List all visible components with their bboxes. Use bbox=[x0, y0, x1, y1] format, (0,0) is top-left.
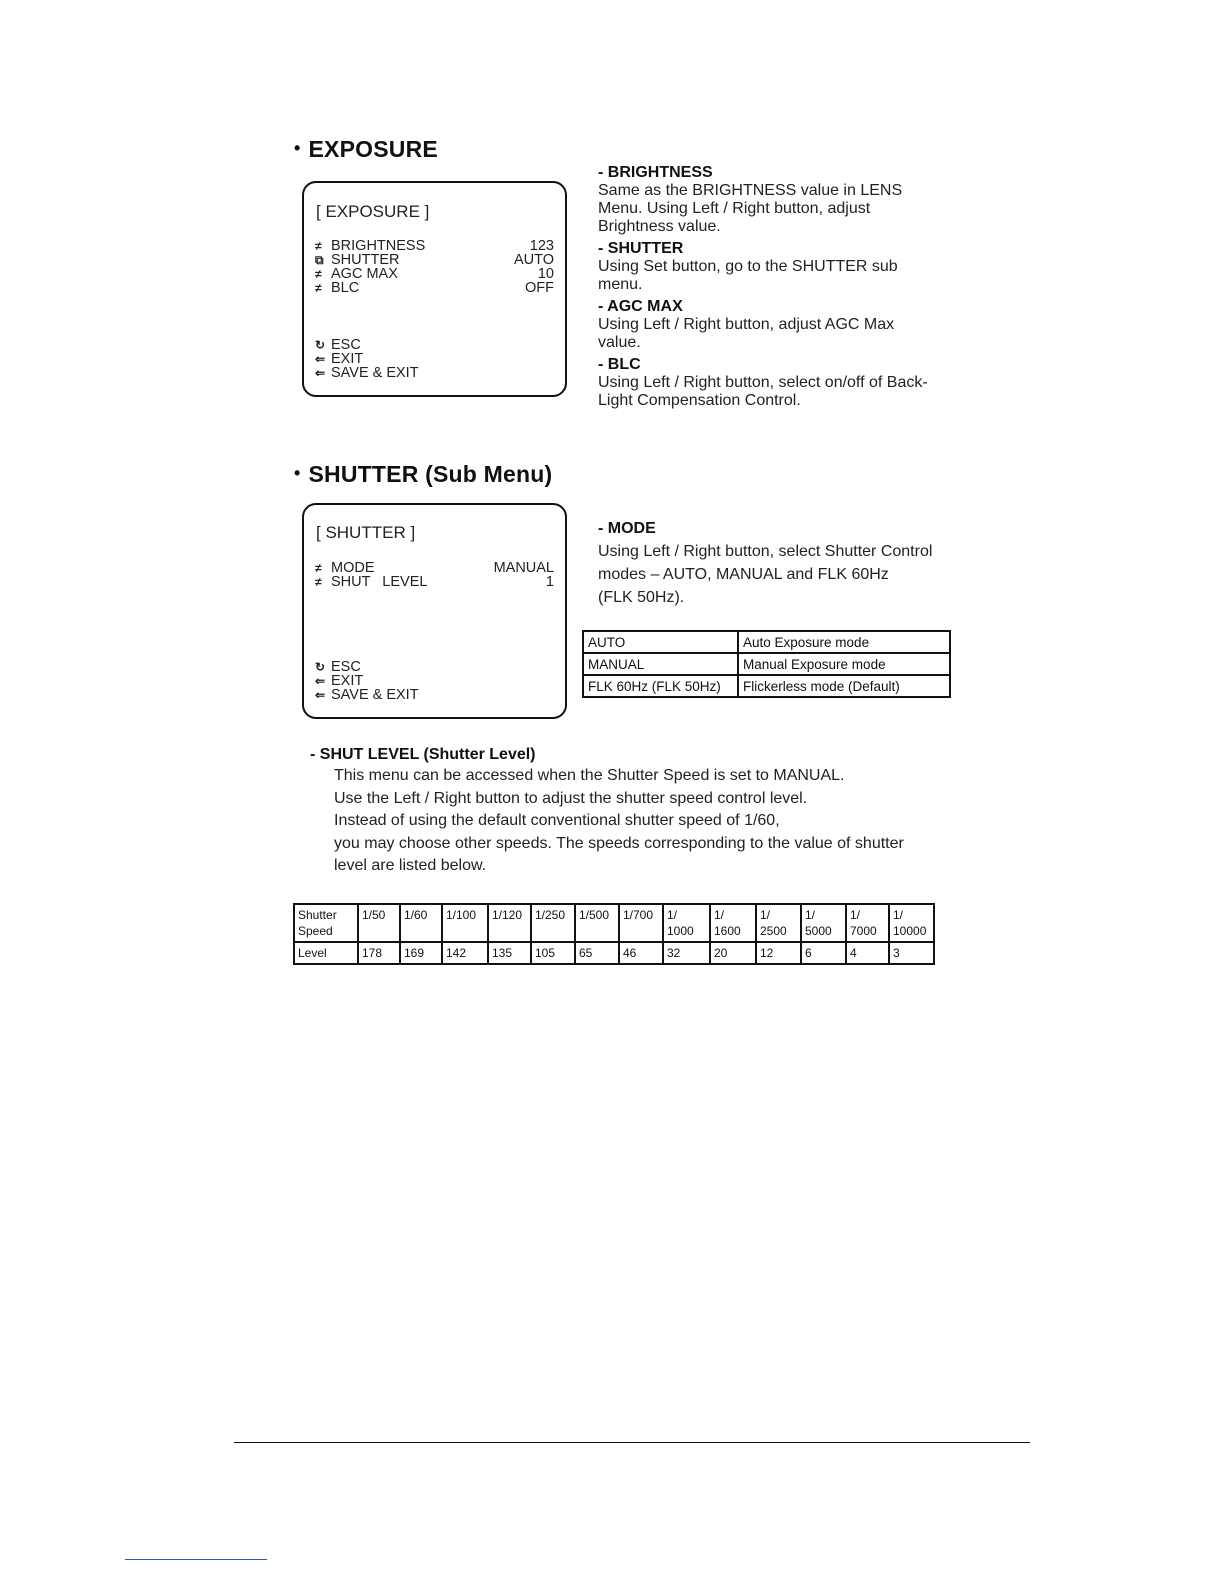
shut-level-section bbox=[310, 745, 1010, 878]
osd-item-value: OFF bbox=[525, 280, 554, 296]
save-exit-icon: ⇐ bbox=[315, 688, 326, 702]
speed-header-cell: Shutter Speed bbox=[294, 904, 358, 942]
desc-line: Using Left / Right button, select Shutter Control bbox=[598, 543, 933, 560]
table-row bbox=[294, 904, 934, 942]
paragraph-line: This menu can be accessed when the Shutter Speed is set to MANUAL. bbox=[334, 767, 845, 784]
shutter-heading: • SHUTTER (Sub Menu) bbox=[294, 461, 553, 487]
level-cell: 20 bbox=[710, 942, 756, 964]
speed-cell: 1/120 bbox=[488, 904, 531, 942]
desc-line: Same as the BRIGHTNESS value in LENS bbox=[598, 182, 903, 199]
osd-save-exit: ⇐ SAVE & EXIT bbox=[315, 687, 419, 703]
level-header-cell: Level bbox=[294, 942, 358, 964]
mode-description bbox=[598, 517, 978, 609]
paragraph-line: Instead of using the default conventional shutter speed of 1/60, bbox=[334, 812, 780, 830]
table-row bbox=[583, 653, 950, 675]
speed-cell: 1/50 bbox=[358, 904, 400, 942]
osd-item-value: MANUAL bbox=[493, 560, 554, 576]
submenu-icon: ⧉ bbox=[315, 253, 324, 267]
shutter-osd-menu bbox=[302, 503, 567, 719]
table-cell: AUTO bbox=[583, 631, 738, 653]
brightness-desc-heading: - BRIGHTNESS bbox=[598, 164, 713, 181]
desc-line: Using Left / Right button, adjust AGC Max bbox=[598, 316, 895, 333]
desc-line: modes – AUTO, MANUAL and FLK 60Hz bbox=[598, 566, 889, 583]
osd-title: [ EXPOSURE ] bbox=[316, 202, 430, 221]
table-row bbox=[294, 942, 934, 964]
agc-max-desc-heading: - AGC MAX bbox=[598, 298, 683, 315]
exit-icon: ⇐ bbox=[315, 352, 326, 366]
speed-cell: 1/60 bbox=[400, 904, 442, 942]
speed-cell: 1/ 10000 bbox=[889, 904, 934, 942]
shutter-speed-table bbox=[293, 903, 935, 965]
exit-icon: ⇐ bbox=[315, 674, 326, 688]
osd-item-value: 1 bbox=[545, 574, 554, 590]
osd-exit: ⇐ EXIT bbox=[315, 673, 364, 689]
level-cell: 3 bbox=[889, 942, 934, 964]
footer-rule bbox=[234, 1442, 1030, 1443]
level-cell: 32 bbox=[663, 942, 710, 964]
paragraph-line: level are listed below. bbox=[334, 857, 487, 875]
save-exit-icon: ⇐ bbox=[315, 366, 326, 380]
shutter-mode-table bbox=[582, 630, 951, 698]
speed-cell: 1/100 bbox=[442, 904, 488, 942]
desc-line: menu. bbox=[598, 276, 643, 293]
level-cell: 142 bbox=[442, 942, 488, 964]
mode-desc-heading: - MODE bbox=[598, 520, 656, 537]
table-cell: Auto Exposure mode bbox=[738, 631, 950, 653]
return-icon: ↻ bbox=[315, 660, 326, 674]
table-cell: Flickerless mode (Default) bbox=[738, 675, 950, 697]
desc-line: Light Compensation Control. bbox=[598, 392, 801, 409]
desc-line: Using Set button, go to the SHUTTER sub bbox=[598, 258, 898, 275]
speed-cell: 1/700 bbox=[619, 904, 663, 942]
speed-cell: 1/ 7000 bbox=[846, 904, 889, 942]
osd-item-value: AUTO bbox=[513, 252, 554, 268]
osd-item-shut-level: ≠ SHUT LEVEL 1 bbox=[315, 574, 554, 590]
level-cell: 12 bbox=[756, 942, 801, 964]
speed-cell: 1/500 bbox=[575, 904, 619, 942]
return-icon: ↻ bbox=[315, 338, 326, 352]
exposure-heading: • EXPOSURE bbox=[294, 136, 438, 162]
osd-item-mode: ≠ MODE MANUAL bbox=[315, 560, 554, 576]
speed-cell: 1/ 1600 bbox=[710, 904, 756, 942]
desc-line: (FLK 50Hz). bbox=[598, 589, 685, 606]
paragraph-line: you may choose other speeds. The speeds corresponding to the value of shutter bbox=[334, 834, 904, 852]
osd-save-exit: ⇐ SAVE & EXIT bbox=[315, 365, 419, 381]
blc-desc-heading: - BLC bbox=[598, 356, 641, 373]
table-cell: FLK 60Hz (FLK 50Hz) bbox=[583, 675, 738, 697]
shut-level-heading: - SHUT LEVEL (Shutter Level) bbox=[310, 746, 536, 763]
desc-line: Menu. Using Left / Right button, adjust bbox=[598, 200, 871, 217]
level-cell: 105 bbox=[531, 942, 575, 964]
desc-line: value. bbox=[598, 334, 641, 351]
osd-exit: ⇐ EXIT bbox=[315, 351, 364, 367]
osd-item-shutter: ⧉ SHUTTER AUTO bbox=[315, 252, 554, 268]
osd-esc: ↻ ESC bbox=[315, 337, 361, 353]
osd-item-blc: ≠ BLC OFF bbox=[315, 280, 554, 296]
level-cell: 6 bbox=[801, 942, 846, 964]
speed-cell: 1/ 5000 bbox=[801, 904, 846, 942]
adjust-icon: ≠ bbox=[315, 561, 322, 575]
osd-item-brightness: ≠ BRIGHTNESS 123 bbox=[315, 238, 554, 254]
paragraph-line: Use the Left / Right button to adjust the shutter speed control level. bbox=[334, 789, 808, 807]
table-cell: Manual Exposure mode bbox=[738, 653, 950, 675]
exposure-descriptions bbox=[598, 164, 978, 410]
level-cell: 178 bbox=[358, 942, 400, 964]
level-cell: 169 bbox=[400, 942, 442, 964]
desc-line: Brightness value. bbox=[598, 218, 721, 235]
table-row bbox=[583, 675, 950, 697]
adjust-icon: ≠ bbox=[315, 281, 322, 295]
speed-cell: 1/ 1000 bbox=[663, 904, 710, 942]
level-cell: 46 bbox=[619, 942, 663, 964]
adjust-icon: ≠ bbox=[315, 267, 322, 281]
desc-line: Using Left / Right button, select on/off of Back- bbox=[598, 374, 928, 391]
table-row bbox=[583, 631, 950, 653]
level-cell: 4 bbox=[846, 942, 889, 964]
adjust-icon: ≠ bbox=[315, 239, 322, 253]
adjust-icon: ≠ bbox=[315, 575, 322, 589]
osd-item-value: 10 bbox=[537, 266, 554, 282]
osd-item-agc-max: ≠ AGC MAX 10 bbox=[315, 266, 554, 282]
shutter-desc-heading: - SHUTTER bbox=[598, 240, 684, 257]
osd-item-value: 123 bbox=[529, 238, 554, 254]
level-cell: 135 bbox=[488, 942, 531, 964]
table-cell: MANUAL bbox=[583, 653, 738, 675]
footnote-rule bbox=[125, 1559, 267, 1560]
speed-cell: 1/ 2500 bbox=[756, 904, 801, 942]
exposure-osd-menu bbox=[302, 181, 567, 397]
level-cell: 65 bbox=[575, 942, 619, 964]
osd-title: [ SHUTTER ] bbox=[316, 523, 416, 542]
osd-esc: ↻ ESC bbox=[315, 659, 361, 675]
speed-cell: 1/250 bbox=[531, 904, 575, 942]
